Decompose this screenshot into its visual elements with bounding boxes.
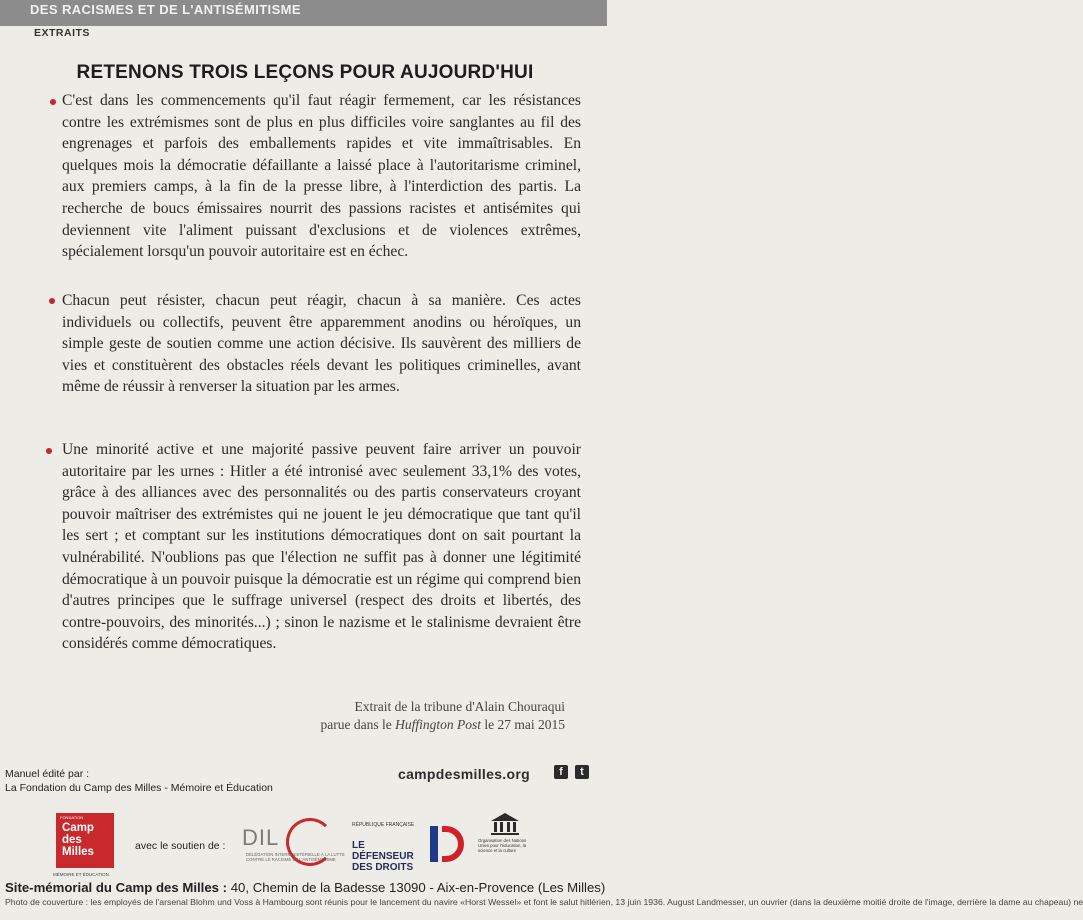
address-line — [5, 880, 605, 895]
address-text: 40, Chemin de la Badesse 13090 - Aix-en-Provence (Les Milles) — [227, 880, 606, 895]
dilcra-subtitle: DÉLÉGATION INTERMINISTÉRIELLE À LA LUTTE CONTRE LE RACISME ET L'ANTISÉMITISME — [246, 852, 345, 862]
paragraph-1: C'est dans les commencements qu'il faut réagir fermement, car les résistances contre les extrémismes sont de plus en plus difficiles voire sanglantes au fil des engrenages et parfois des emballements rapides et vite immaîtrisables. En quelques mois la démocratie défaillante a laissé place à l'autoritarisme criminel, aux premiers camps, à la fin de la presse libre, à l'interdiction des partis. La recherche de boucs émissaires nourrit des passions racistes et antisémites qui deviennent vite l'aliment puissant d'exclusions et de violences extrêmes, spécialement lorsqu'un pouvoir autoritaire est en échec. — [62, 92, 581, 261]
bullet-icon — [50, 99, 56, 105]
citation-line-2 — [205, 715, 565, 734]
citation-pre: parue dans le — [320, 717, 396, 732]
paragraph-2: Chacun peut résister, chacun peut réagir, chacun à sa manière. Ces actes individuels ou collectifs, peuvent être apparemment anodins ou héroïques, un simple geste de soutien comme une action décisive. Ils sauvèrent des milliers de vies et constituèrent des obstacles réels devant les politiques criminelles, avant même de réussir à renverser la situation par les armes. — [62, 292, 581, 396]
citation-post: le 27 mai 2015 — [481, 717, 565, 732]
top-banner — [0, 0, 607, 26]
article-title: RETENONS TROIS LEÇONS POUR AUJOURD'HUI — [76, 62, 534, 83]
logo-main-text: Camp des Milles — [62, 822, 94, 858]
facebook-icon[interactable]: f — [554, 765, 568, 779]
website-link[interactable]: campdesmilles.org — [398, 766, 530, 782]
unesco-caption: Organisation des Nations Unies pour l'éducation, la science et la culture — [478, 838, 527, 853]
camp-logo-subtitle: MÉMOIRE ET ÉDUCATION — [53, 872, 109, 877]
address-label: Site-mémorial du Camp des Milles : — [5, 880, 228, 895]
republique-label: RÉPUBLIQUE FRANÇAISE — [352, 822, 415, 828]
section-tag: EXTRAITS — [34, 27, 90, 39]
twitter-icon[interactable]: t — [575, 765, 589, 779]
bullet-icon — [46, 448, 52, 454]
defenseur-flag-icon — [430, 826, 464, 862]
logo-small-text: FONDATION — [60, 815, 84, 820]
defenseur-logo-text: LE DÉFENSEUR DES DROITS — [352, 840, 414, 873]
paragraph-3: Une minorité active et une majorité passive peuvent faire arriver un pouvoir autoritaire par les urnes : Hitler a été intronisé avec seulement 33,1% des votes, grâce à des alliances avec des personnalités ou des partis conservateurs croyant pouvoir maîtriser des extrémistes qui ne jouent le jeu démocratique que tant qu'il les sert ; et comptant sur les institutions démocratiques dont on sait pourtant la vulnérabilité. N'oublions pas que l'élection ne suffit pas à donner une légitimité démocratique à un pouvoir puisque la démocratie est un régime qui comprend bien d'autres principes que le suffrage universel (respect des droits et libertés, des contre-pouvoirs, des minorités...) ; sinon le nazisme et le stalinisme devraient être considérés comme démocratiques. — [62, 441, 581, 653]
support-label: avec le soutien de : — [135, 840, 226, 852]
foundation-name: La Fondation du Camp des Milles - Mémoire et Éducation — [5, 782, 273, 794]
citation-publication: Huffington Post — [395, 717, 481, 732]
bullet-icon — [49, 298, 55, 304]
edited-by: Manuel édité par : — [5, 768, 90, 780]
unesco-temple-icon — [490, 812, 520, 836]
photo-credit: Photo de couverture : les employés de l'arsenal Blohm und Voss à Hambourg sont réunis pour le lancement du navire «Horst Wessel» et font le salut hitlérien, 13 juin 1936. August Landmesser, un ouvrier (dans la deuxième moitié droite de l'image, derrière la dame au chapeau) ne — [5, 897, 1083, 907]
camp-des-milles-logo — [56, 813, 114, 868]
citation-line-1: Extrait de la tribune d'Alain Chouraqui — [354, 699, 565, 714]
banner-text: DES RACISMES ET DE L'ANTISÉMITISME — [30, 2, 301, 17]
dilcra-logo-text: DIL — [242, 825, 280, 850]
